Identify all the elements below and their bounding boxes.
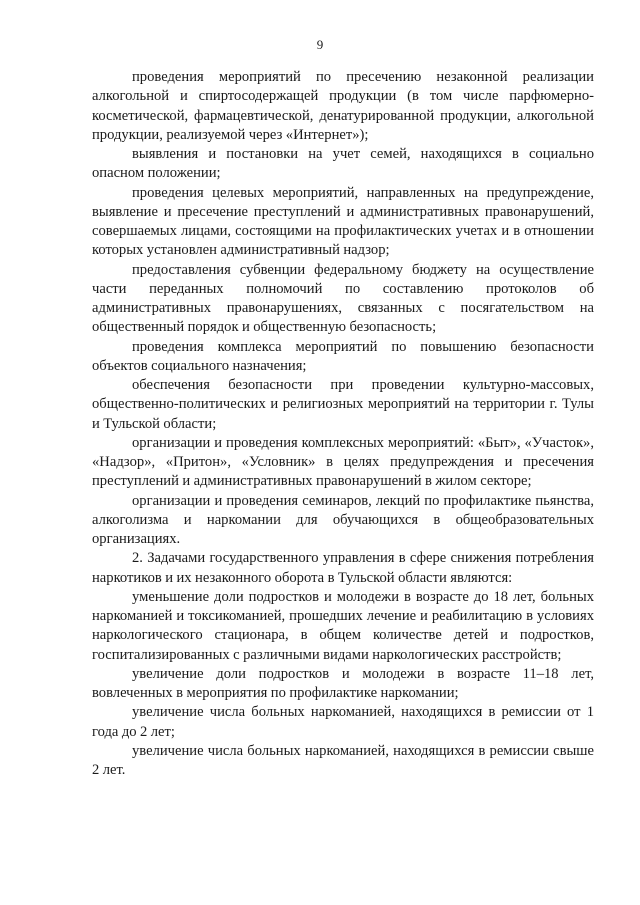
- paragraph: проведения комплекса мероприятий по повышению безопасности объектов социального назначения;: [92, 338, 594, 374]
- paragraph: организации и проведения комплексных мероприятий: «Быт», «Участок», «Надзор», «Притон», «Условник» в целях предупреждения и пресечения преступлений и административных правонарушений в жилом секторе;: [92, 434, 594, 490]
- paragraph: проведения мероприятий по пресечению незаконной реализации алкогольной и спиртосодержащей продукции (в том числе парфюмерно-косметической, фармацевтической, денатурированной продукции, алкогольной продукции, реализуемой через «Интернет»);: [92, 69, 594, 143]
- paragraph: организации и проведения семинаров, лекций по профилактике пьянства, алкоголизма и наркомании для обучающихся в общеобразовательных организациях.: [92, 492, 594, 547]
- page-number: 9: [316, 37, 324, 52]
- paragraph: обеспечения безопасности при проведении культурно-массовых, общественно-политических и религиозных мероприятий на территории г. Тулы и Тульской области;: [92, 377, 594, 432]
- paragraph: проведения целевых мероприятий, направленных на предупреждение, выявление и пресечение преступлений и административных правонарушений, совершаемых лицами, состоящими на профилактических учетах и в отношении которых установлен административный надзор;: [92, 184, 594, 259]
- paragraph: увеличение доли подростков и молодежи в возрасте 11–18 лет, вовлеченных в мероприятия по профилактике наркомании;: [92, 665, 594, 701]
- document-body: [92, 68, 594, 780]
- paragraph: уменьшение доли подростков и молодежи в возрасте до 18 лет, больных наркоманией и токсикоманией, прошедших лечение и реабилитацию в условиях наркологического стационара, в общем количестве детей и подростков, госпитализированных с различными видами наркологических расстройств;: [92, 588, 594, 663]
- paragraph: 2. Задачами государственного управления в сфере снижения потребления наркотиков и их незаконного оборота в Тульской области являются:: [92, 550, 594, 586]
- paragraph: выявления и постановки на учет семей, находящихся в социально опасном положении;: [92, 146, 594, 182]
- paragraph: увеличение числа больных наркоманией, находящихся в ремиссии свыше 2 лет.: [92, 742, 594, 778]
- paragraph: предоставления субвенции федеральному бюджету на осуществление части переданных полномочий по составлению протоколов об административных правонарушениях, связанных с посягательством на общественный порядок и общественную безопасность;: [92, 261, 594, 336]
- paragraph: увеличение числа больных наркоманией, находящихся в ремиссии от 1 года до 2 лет;: [92, 704, 594, 740]
